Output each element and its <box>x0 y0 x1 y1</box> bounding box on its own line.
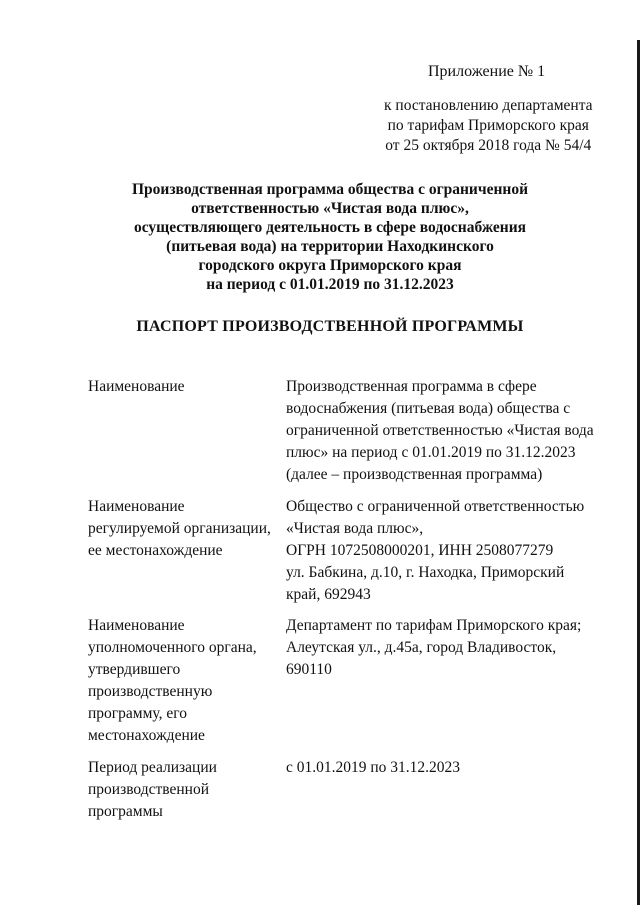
value-line: ОГРН 1072508000201, ИНН 2508077279 <box>286 542 554 559</box>
row-label <box>88 757 278 823</box>
label-line: Наименование <box>88 617 185 634</box>
value-line: 690110 <box>286 661 332 678</box>
value-line: Департамент по тарифам Приморского края; <box>286 617 582 634</box>
label-line: регулируемой организации, <box>88 520 271 537</box>
label-line: местонахождение <box>88 727 205 744</box>
label-line: уполномоченного органа, <box>88 639 257 656</box>
heading-line: городского округа Приморского края <box>198 257 462 274</box>
heading-line: Производственная программа общества с ограниченной <box>131 181 529 198</box>
row-label <box>88 615 278 747</box>
heading-line: (питьевая вода) на территории Находкинского <box>166 238 494 255</box>
label-line: Период реализации <box>88 759 217 776</box>
label-line: программу, его <box>88 705 187 722</box>
row-value <box>286 757 606 779</box>
appendix-title: Приложение № 1 <box>428 63 546 80</box>
heading-line: осуществляющего деятельность в сфере водоснабжения <box>133 219 527 236</box>
value-line: с 01.01.2019 по 31.12.2023 <box>286 759 461 776</box>
resolution-reference <box>384 96 593 156</box>
value-line: плюс» на период с 01.01.2019 по 31.12.2023 <box>286 444 576 461</box>
value-line: водоснабжения (питьевая вода) общества с <box>286 400 571 417</box>
value-line: ул. Бабкина, д.10, г. Находка, Приморский <box>286 564 565 581</box>
resolution-line: к постановлению департамента <box>384 97 593 114</box>
passport-title: ПАСПОРТ ПРОИЗВОДСТВЕННОЙ ПРОГРАММЫ <box>136 318 524 335</box>
value-line: край, 692943 <box>286 586 371 603</box>
value-line: Общество с ограниченной ответственностью <box>286 498 585 515</box>
label-line: программы <box>88 803 163 820</box>
value-line: «Чистая вода плюс», <box>286 520 424 537</box>
label-line: Наименование <box>88 498 185 515</box>
value-line: Производственная программа в сфере <box>286 378 537 395</box>
label-line: утвердившего <box>88 661 181 678</box>
label-line: Наименование <box>88 378 185 395</box>
row-label <box>88 376 278 398</box>
row-value <box>286 376 606 486</box>
program-heading <box>80 180 580 294</box>
resolution-line: от 25 октября 2018 года № 54/4 <box>385 137 592 154</box>
label-line: ее местонахождение <box>88 542 223 559</box>
value-line: Алеутская ул., д.45а, город Владивосток, <box>286 639 557 656</box>
value-line: (далее – производственная программа) <box>286 466 543 483</box>
value-line: ограниченной ответственностью «Чистая вода <box>286 422 594 439</box>
row-label <box>88 496 278 562</box>
resolution-line: по тарифам Приморского края <box>387 117 589 134</box>
row-value <box>286 615 606 681</box>
label-line: производственной <box>88 781 210 798</box>
label-line: производственную <box>88 683 213 700</box>
heading-line: на период с 01.01.2019 по 31.12.2023 <box>206 276 454 293</box>
heading-line: ответственностью «Чистая вода плюс», <box>191 200 469 217</box>
row-value <box>286 496 606 606</box>
